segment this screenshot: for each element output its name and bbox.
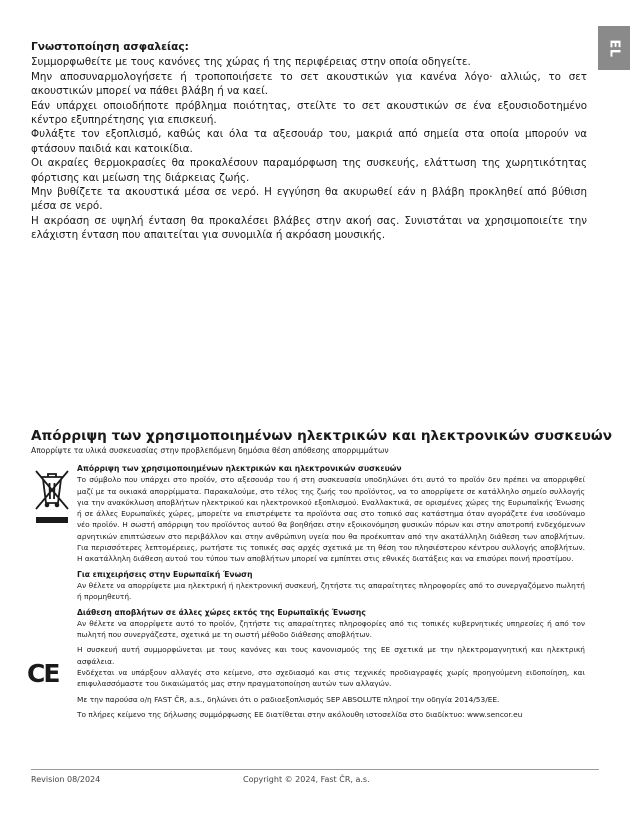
weee-block-heading: Απόρριψη των χρησιμοποιημένων ηλεκτρικών και ηλεκτρονικών συσκευών xyxy=(77,464,402,473)
ce-compliance-text: Η συσκευή αυτή συμμορφώνεται με τους κανόνες και τους κανονισμούς της ΕΕ σχετικά με την ηλεκτρομαγνητική και ηλεκτρική ασφάλεια. xyxy=(77,645,585,666)
language-tab xyxy=(598,26,630,70)
changes-notice-text: Ενδέχεται να υπάρξουν αλλαγές στο κείμενο, στο σχεδιασμό και στις τεχνικές προδιαγραφές χωρίς προηγούμενη ειδοποίηση, και επιφυλασσόμαστε του δικαιώματός μας στην πραγματοποίηση αυτών των αλλαγών. xyxy=(77,668,585,689)
safety-paragraph: Συμμορφωθείτε με τους κανόνες της χώρας ή της περιφέρειας στην οποία οδηγείτε. xyxy=(31,56,471,69)
safety-paragraph: Η ακρόαση σε υψηλή ένταση θα προκαλέσει βλάβες στην ακοή σας. Συνιστάται να χρησιμοποιείτε την ελάχιστη ένταση που απαιτείται για συνομιλία ή ακρόαση μουσικής. xyxy=(31,214,587,242)
crossed-out-bin-icon xyxy=(34,465,70,530)
weee-block-text: Το σύμβολο που υπάρχει στο προϊόν, στο αξεσουάρ του ή στη συσκευασία υποδηλώνει ότι αυτό το προϊόν δεν πρέπει να απορριφθεί μαζί με τα οικιακά απορρίμματα. Παρακαλούμε, στο τέλος της ζωής του προϊόντος, να το απορρίψετε σε κατάλληλο σημείο συλλογής για την ανακύκλωση αποβλήτων ηλεκτρικού και ηλεκτρονικού εξοπλισμού. Εναλλακτικά, σε ορισμένες χώρες της Ευρωπαϊκής Ένωσης ή σε άλλες Ευρωπαϊκές χώρες, μπορείτε να επιστρέψετε τα προϊόντα σας στο τοπικό σας κατάστημα όταν αγοράζετε ένα ισοδύναμο νέο προϊόν. Η σωστή απόρριψη του προϊόντος αυτού θα βοηθήσει στην εξοικονόμηση φυσικών πόρων και στην αποτροπή ενδεχόμενων αρνητικών επιπτώσεων στο περιβάλλον και στην ανθρώπινη υγεία που θα προέκυπταν από την ακατάλληλη διάθεση των αποβλήτων. Για περισσότερες λεπτομέρειες, ρωτήστε τις τοπικές σας αρχές σχετικά με τη θέση του πλησιέστερου κέντρου συλλογής αποβλήτων. Η ακατάλληλη διάθεση αυτού του τύπου των αποβλήτων μπορεί να εμπίπτει στις εθνικές διατάξεις και να επισύρει ποινή προστίμου. xyxy=(77,475,585,564)
footer-divider xyxy=(31,769,599,770)
safety-paragraph: Εάν υπάρχει οποιοδήποτε πρόβλημα ποιότητας, στείλτε το σετ ακουστικών σε ένα εξουσιοδοτημένο κέντρο εξυπηρέτησης για επισκευή. xyxy=(31,99,587,127)
safety-heading: Γνωστοποίηση ασφαλείας: xyxy=(31,41,189,53)
other-countries-text: Αν θέλετε να απορρίψετε αυτό το προϊόν, ζητήστε τις απαραίτητες πληροφορίες από τις τοπικές κυβερνητικές υπηρεσίες ή από τον πωλητή που συνεργάζεστε, σχετικά με τη σωστή μέθοδο διάθεσης αποβλήτων. xyxy=(77,618,585,640)
safety-paragraph: Μην αποσυναρμολογήσετε ή τροποποιήσετε το σετ ακουστικών για κανένα λόγο· αλλιώς, το σετ ακουστικών μπορεί να πάθει βλάβη ή να καεί. xyxy=(31,70,587,98)
safety-notice xyxy=(31,40,587,243)
declaration-text: Με την παρούσα ο/η FAST ČR, a.s., δηλώνει ότι ο ραδιοεξοπλισμός SEP ABSOLUTE πληροί την οδηγία 2014/53/ΕΕ. xyxy=(77,694,500,704)
business-heading: Για επιχειρήσεις στην Ευρωπαϊκή Ένωση xyxy=(77,569,253,579)
weee-body xyxy=(77,463,585,720)
safety-paragraph: Φυλάξτε τον εξοπλισμό, καθώς και όλα τα αξεσουάρ του, μακριά από σημεία στα οποία μπορούν να φτάσουν παιδιά και κατοικίδια. xyxy=(31,128,587,155)
language-code: EL xyxy=(606,38,622,58)
ce-mark-logo: CE xyxy=(27,659,59,688)
footer-revision: Revision 08/2024 xyxy=(31,775,101,784)
business-text: Αν θέλετε να απορρίψετε μια ηλεκτρική ή ηλεκτρονική συσκευή, ζητήστε τις απαραίτητες πληροφορίες από το συνεργαζόμενο πωλητή ή προμηθευτή. xyxy=(77,580,585,602)
safety-paragraph: Μην βυθίζετε τα ακουστικά μέσα σε νερό. Η εγγύηση θα ακυρωθεί εάν η βλάβη προκληθεί από βύθιση μέσα σε νερό. xyxy=(31,186,587,213)
other-countries-heading: Διάθεση αποβλήτων σε άλλες χώρες εκτός της Ευρωπαϊκής Ένωσης xyxy=(77,607,366,617)
safety-paragraph: Οι ακραίες θερμοκρασίες θα προκαλέσουν παραμόρφωση της συσκευής, ελάττωση της χωρητικότητας φόρτισης και μείωση της διάρκειας ζωής. xyxy=(31,157,587,184)
footer-copyright: Copyright © 2024, Fast ČR, a.s. xyxy=(243,775,370,784)
full-declaration-text: Το πλήρες κείμενο της δήλωσης συμμόρφωσης ΕΕ διατίθεται στην ακόλουθη ιστοσελίδα στο διαδίκτυο: www.sencor.eu xyxy=(77,709,523,719)
weee-section-title: Απόρριψη των χρησιμοποιημένων ηλεκτρικών και ηλεκτρονικών συσκευών xyxy=(31,428,612,444)
weee-section-subtitle: Απορρίψτε τα υλικά συσκευασίας στην προβλεπόμενη δημόσια θέση απόθεσης απορριμμάτων xyxy=(31,446,389,455)
